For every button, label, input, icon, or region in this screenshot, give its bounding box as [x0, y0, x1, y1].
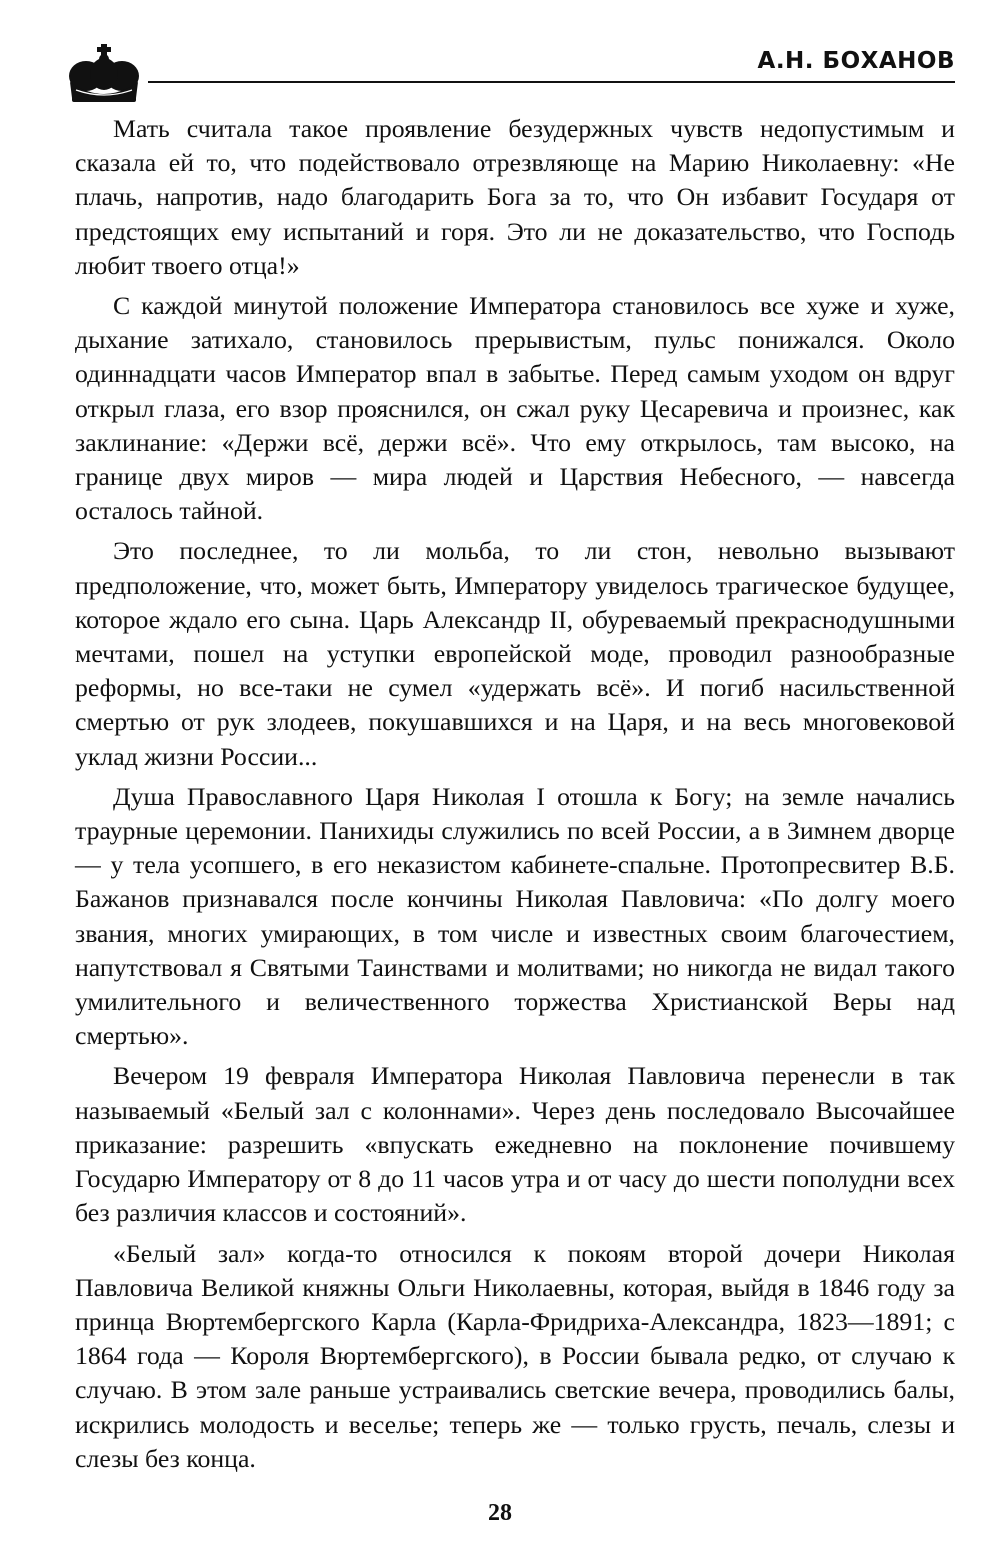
page-number: 28 [488, 1500, 512, 1526]
crown-icon [64, 44, 144, 104]
paragraph: «Белый зал» когда-то относился к покоям второй дочери Николая Павловича Великой княжны Ольги Николаевны, которая, выйдя в 1846 году за принца Вюртембергского Карла (Карла-Фридриха-Александра, 1823—1891; с 1864 года — Короля Вюртембергского), в России бывала редко, от случаю к случаю. В этом зале раньше устраивались светские вечера, проводились балы, искрились молодость и веселье; теперь же — только грусть, печаль, слезы и слезы без конца. [75, 1238, 955, 1473]
paragraph: Душа Православного Царя Николая I отошла к Богу; на земле начались траурные церемонии. Панихиды служились по всей России, а в Зимнем дворце — у тела усопшего, в его неказистом кабинете-спальне. Протопресвитер В.Б. Бажанов признавался после кончины Николая Павловича: «По долгу моего звания, многих умирающих, в том числе и известных своим благочестием, напутствовал я Святыми Таинствами и молитвами; но никогда не видал такого умилительного и величественного торжества Христианской Веры над смертью». [75, 781, 955, 1051]
header-rule [148, 81, 955, 83]
paragraph: С каждой минутой положение Императора становилось все хуже и хуже, дыхание затихало, становилось прерывистым, пульс понижался. Около одиннадцати часов Император впал в забытье. Перед самым уходом он вдруг открыл глаза, его взор прояснился, он сжал руку Цесаревича и произнес, как заклинание: «Держи всё, держи всё». Что ему открылось, там высоко, на границе двух миров — мира людей и Царствия Небесного, — навсегда осталось тайной. [75, 291, 955, 526]
page-header [60, 40, 955, 110]
author-name: А.Н. БОХАНОВ [757, 48, 955, 74]
paragraph: Вечером 19 февраля Императора Николая Павловича перенесли в так называемый «Белый зал с колоннами». Через день последовало Высочайшее приказание: разрешить «впускать ежедневно на поклонение почившему Государю Императору от 8 до 11 часов утра и от часу до шести пополудни всех без различия классов и состояний». [75, 1061, 955, 1228]
paragraph: Мать считала такое проявление безудержных чувств недопустимым и сказала ей то, что подействовало отрезвляюще на Марию Николаевну: «Не плачь, напротив, надо благодарить Бога за то, что Он избавит Государя от предстоящих ему испытаний и горя. Это ли не доказательство, что Господь любит твоего отца!» [75, 114, 955, 280]
paragraph: Это последнее, то ли мольба, то ли стон, невольно вызывают предположение, что, может быть, Императору увиделось трагическое будущее, которое ждало его сына. Царь Александр II, обуреваемый прекраснодушными мечтами, пошел на уступки европейской моде, проводил разнообразные реформы, но все-таки не сумел «удержать всё». И погиб насильственной смертью от рук злодеев, покушавшихся и на Царя, и на весь многовековой уклад жизни России... [75, 536, 955, 771]
body-text [75, 112, 955, 1482]
